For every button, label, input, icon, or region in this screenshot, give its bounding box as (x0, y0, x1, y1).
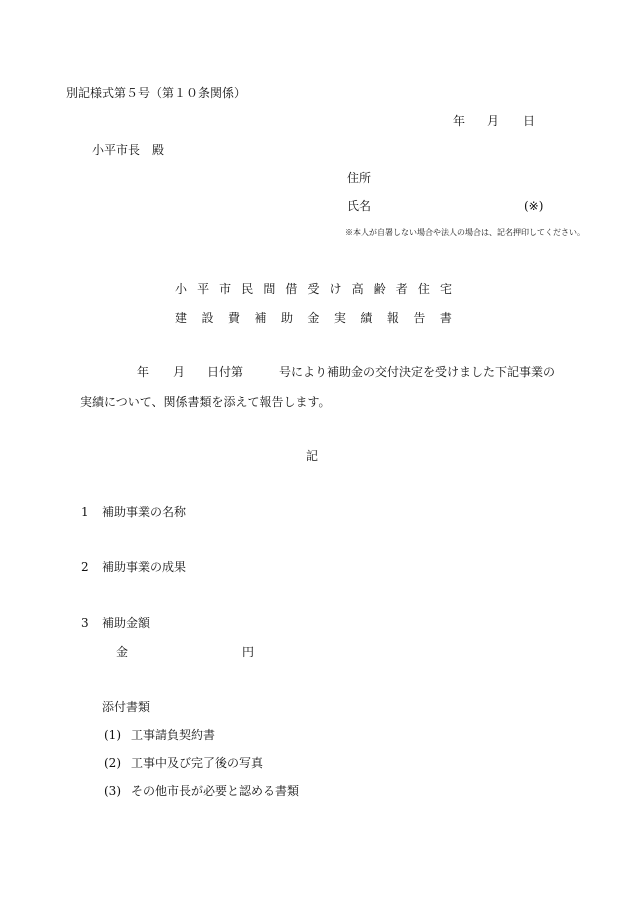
attachment-label: 工事請負契約書 (131, 728, 216, 742)
attachments-heading: 添付書類 (102, 700, 151, 714)
body-line-1-rest: 号により補助金の交付決定を受けました下記事業の (279, 365, 556, 379)
attachment-number: (1) (104, 728, 121, 742)
signature-note: ※本人が自署しない場合や法人の場合は、記名押印してください。 (345, 228, 585, 237)
body-dated: 日付第 (207, 365, 244, 379)
attachment-label: その他市長が必要と認める書類 (131, 784, 300, 798)
date-month: 月 (487, 114, 500, 128)
title-char: 借 (285, 282, 298, 296)
attachment-number: (3) (104, 784, 121, 798)
amount-unit: 円 (242, 645, 255, 659)
item-number: 3 (81, 616, 89, 630)
title-char: 受 (307, 282, 320, 296)
title-char: 者 (395, 282, 408, 296)
item-label: 補助事業の名称 (102, 505, 187, 519)
title-char: 費 (227, 311, 240, 325)
ki-heading: 記 (306, 449, 319, 463)
body-year: 年 (137, 365, 150, 379)
title-char: 小 (175, 282, 188, 296)
title-char: 金 (307, 311, 320, 325)
name-label: 氏名 (347, 199, 372, 213)
title-char: 書 (439, 311, 452, 325)
title-char: 設 (201, 311, 214, 325)
title-char: 宅 (439, 282, 452, 296)
date-day: 日 (523, 114, 536, 128)
item-label: 補助金額 (102, 616, 151, 630)
form-label: 別記様式第５号（第１０条関係） (66, 86, 247, 100)
title-char: 績 (360, 311, 373, 325)
attachment-label: 工事中及び完了後の写真 (131, 756, 264, 770)
attachment-number: (2) (104, 756, 121, 770)
title-char: 民 (241, 282, 254, 296)
title-char: 住 (417, 282, 430, 296)
title-char: 実 (333, 311, 346, 325)
title-char: 告 (413, 311, 426, 325)
title-char: け (329, 282, 342, 296)
title-char: 齢 (373, 282, 386, 296)
item-number: 1 (81, 505, 89, 519)
seal-mark: (※) (524, 199, 544, 213)
body-month: 月 (173, 365, 186, 379)
title-char: 間 (263, 282, 276, 296)
item-label: 補助事業の成果 (102, 560, 187, 574)
title-char: 市 (219, 282, 232, 296)
title-line-1 (175, 282, 452, 296)
title-char: 報 (386, 311, 399, 325)
addressee: 小平市長 殿 (92, 143, 165, 157)
item-number: 2 (81, 560, 89, 574)
title-char: 補 (254, 311, 267, 325)
title-line-2 (175, 311, 452, 325)
title-char: 助 (280, 311, 293, 325)
title-char: 高 (351, 282, 364, 296)
title-char: 平 (197, 282, 210, 296)
date-year: 年 (453, 114, 466, 128)
amount-prefix: 金 (116, 645, 129, 659)
body-line-2: 実績について、関係書類を添えて報告します。 (80, 395, 331, 409)
title-char: 建 (175, 311, 188, 325)
address-label: 住所 (347, 171, 372, 185)
